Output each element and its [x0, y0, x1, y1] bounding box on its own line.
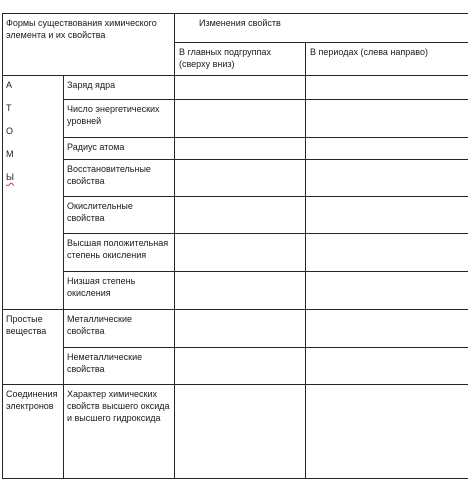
- row-label-cell: [64, 138, 175, 160]
- row-label-cell: [64, 100, 175, 138]
- header-changes-cell: [175, 14, 468, 43]
- row-label-cell: [64, 76, 175, 100]
- row-label: Характер химических свойств высшего оксида и высшего гидроксида: [67, 389, 170, 424]
- row-label: Заряд ядра: [67, 80, 116, 90]
- atoms-letter: А: [6, 80, 13, 90]
- compounds-label: Соединения электронов: [6, 389, 58, 412]
- row-label-cell: [64, 385, 175, 479]
- subgroup-input-cell[interactable]: [175, 348, 306, 385]
- subgroup-input-cell[interactable]: [175, 272, 306, 310]
- row-label: Металлические свойства: [67, 314, 133, 337]
- row-label-cell: [64, 348, 175, 385]
- row-label-cell: [64, 310, 175, 348]
- table-row: [3, 100, 468, 138]
- row-label: Восстановительные свойства: [67, 164, 151, 187]
- header-subgroups-cell: [175, 43, 306, 76]
- header-changes-label: Изменения свойств: [199, 18, 281, 28]
- row-label-cell: [64, 234, 175, 272]
- atoms-letter: Т: [6, 103, 12, 113]
- period-input-cell[interactable]: [306, 100, 468, 138]
- simple-substances-label: Простые вещества: [6, 314, 47, 337]
- subgroup-input-cell[interactable]: [175, 138, 306, 160]
- simple-substances-cell: [3, 310, 64, 385]
- period-input-cell[interactable]: [306, 234, 468, 272]
- table-row: [3, 348, 468, 385]
- table-row: [3, 197, 468, 234]
- table-row: [3, 160, 468, 197]
- table-row: [3, 76, 468, 100]
- atoms-vertical-label: [6, 79, 60, 194]
- period-input-cell[interactable]: [306, 272, 468, 310]
- header-forms-cell: [3, 14, 175, 76]
- period-input-cell[interactable]: [306, 310, 468, 348]
- header-periods-cell: [306, 43, 468, 76]
- table-row: [3, 138, 468, 160]
- properties-table: [2, 13, 468, 479]
- atoms-letter: О: [6, 126, 14, 136]
- table-row: [3, 310, 468, 348]
- row-label: Высшая положительная степень окисления: [67, 238, 169, 261]
- period-input-cell[interactable]: [306, 197, 468, 234]
- period-input-cell[interactable]: [306, 138, 468, 160]
- header-subgroups-label: В главных подгруппах (сверху вниз): [179, 47, 271, 70]
- table-row: [3, 272, 468, 310]
- subgroup-input-cell[interactable]: [175, 310, 306, 348]
- header-row-1: [3, 14, 468, 43]
- atoms-letter: М: [6, 149, 14, 159]
- period-input-cell[interactable]: [306, 76, 468, 100]
- row-label-cell: [64, 272, 175, 310]
- row-label-cell: [64, 160, 175, 197]
- table-row: [3, 385, 468, 479]
- row-label: Радиус атома: [67, 142, 125, 152]
- period-input-cell[interactable]: [306, 385, 468, 479]
- header-forms-label: Формы существования химического элемента и их свойства: [6, 18, 157, 41]
- row-label-cell: [64, 197, 175, 234]
- subgroup-input-cell[interactable]: [175, 234, 306, 272]
- header-periods-label: В периодах (слева направо): [310, 47, 428, 57]
- row-label: Неметаллические свойства: [67, 352, 143, 375]
- atoms-letter: Ы: [6, 172, 14, 182]
- subgroup-input-cell[interactable]: [175, 385, 306, 479]
- period-input-cell[interactable]: [306, 160, 468, 197]
- period-input-cell[interactable]: [306, 348, 468, 385]
- row-label: Число энергетических уровней: [67, 104, 160, 127]
- row-label: Низшая степень окисления: [67, 276, 136, 299]
- subgroup-input-cell[interactable]: [175, 76, 306, 100]
- atoms-group-cell: [3, 76, 64, 310]
- subgroup-input-cell[interactable]: [175, 100, 306, 138]
- table-row: [3, 234, 468, 272]
- subgroup-input-cell[interactable]: [175, 160, 306, 197]
- row-label: Окислительные свойства: [67, 201, 133, 224]
- compounds-cell: [3, 385, 64, 479]
- subgroup-input-cell[interactable]: [175, 197, 306, 234]
